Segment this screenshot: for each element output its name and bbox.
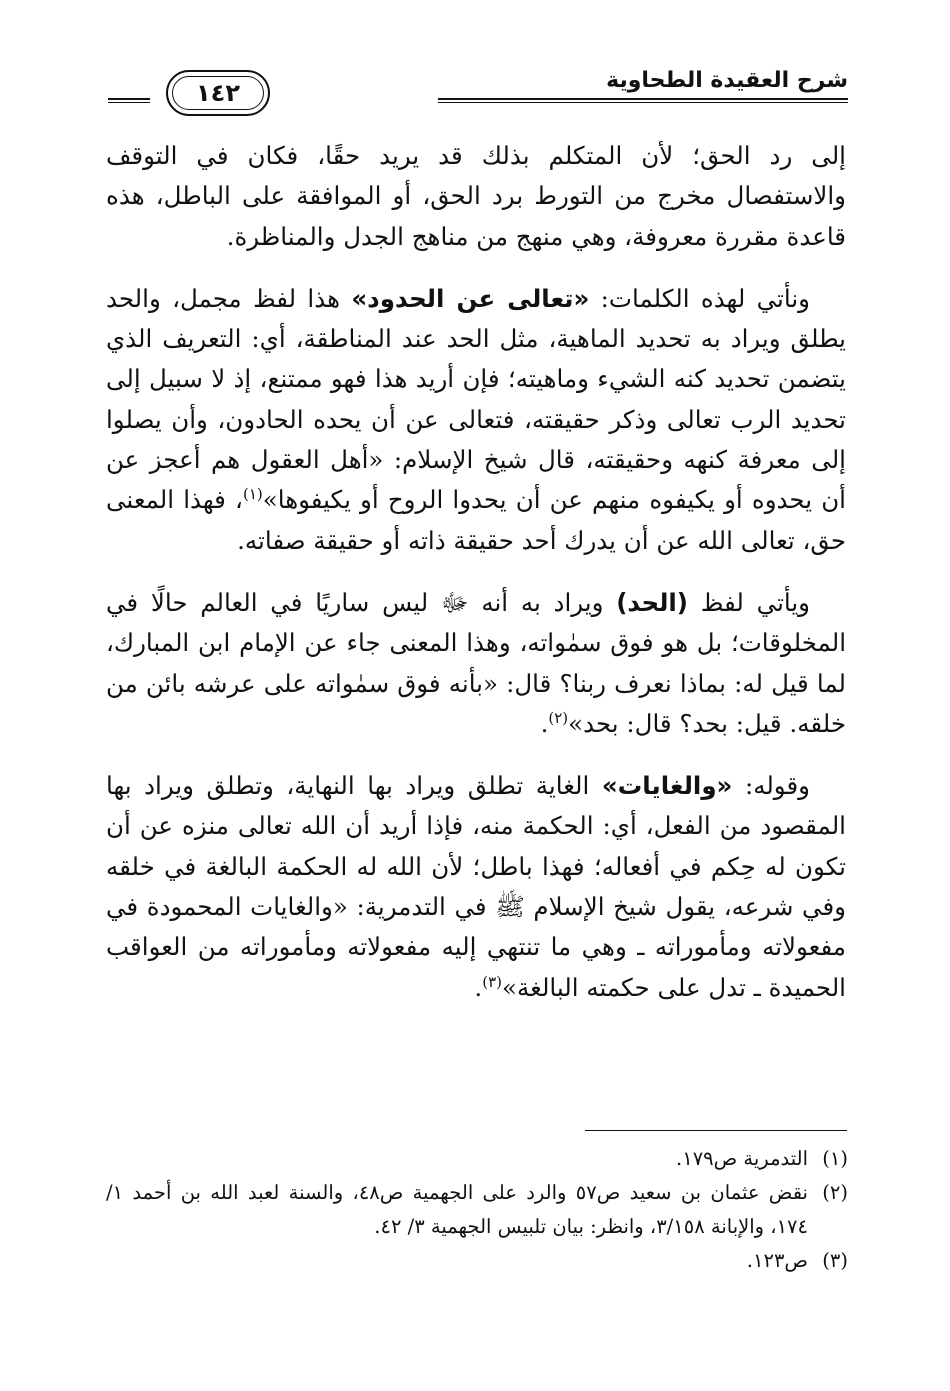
footnote-number: (٢) — [822, 1181, 848, 1204]
page-number: ١٤٢ — [196, 79, 240, 107]
paragraph-3-tail: . — [540, 708, 549, 738]
footnote-3 — [106, 1244, 848, 1278]
footnote-number: (١) — [822, 1147, 848, 1170]
paragraph-1-text: إلى رد الحق؛ لأن المتكلم بذلك قد يريد حقًا، فكان في التوقف والاستفصال مخرج من التورط برد الحق، أو الموافقة على الباطل، هذه قاعدة مقررة معروفة، وهي منهج من مناهج الجدل والمناظرة. — [106, 141, 846, 251]
footnote-separator — [585, 1130, 847, 1131]
paragraph-2 — [106, 279, 846, 561]
paragraph-3 — [106, 583, 846, 744]
paragraph-3-keyword: (الحد) — [616, 587, 689, 617]
paragraph-2-body: هذا لفظ مجمل، والحد يطلق ويراد به تحديد الماهية، مثل الحد عند المناطقة، أي: التعريف الذي يتضمن تحديد كنه الشيء وماهيته؛ فإن أريد هذا فهو ممتنع، إذ لا سبيل إلى تحديد الرب تعالى وذكر حقيقته، فتعالى عن أن يحده الحادون، وأن يصلوا إلى معرفة كنهه وحقيقته، قال شيخ الإسلام: «أهل العقول هم أعجز عن أن يحدوه أو يكيفوه منهم عن أن يحدوا الروح أو يكيفوها» — [106, 283, 846, 515]
footnote-text: التدمرية ص١٧٩. — [676, 1147, 808, 1170]
paragraph-3-body: ويراد به أنه ﷻ ليس ساريًا في العالم حالًا في المخلوقات؛ بل هو فوق سمٰواته، وهذا المعنى جاء عن الإمام ابن المبارك، لما قيل له: بماذا نعرف ربنا؟ قال: «بأنه فوق سمٰواته على عرشه بائن من خلقه. قيل: بحد؟ قال: بحد» — [106, 587, 846, 738]
paragraph-1 — [106, 136, 846, 257]
footnote-1 — [106, 1142, 848, 1176]
header-rule-right — [438, 98, 848, 100]
paragraph-2-tail: ، فهذا المعنى حق، تعالى الله عن أن يدرك أحد حقيقة ذاته أو حقيقة صفاته. — [106, 485, 846, 555]
footnote-2 — [106, 1176, 848, 1244]
footnote-text: نقض عثمان بن سعيد ص٥٧ والرد على الجهمية ص٤٨، والسنة لعبد الله بن أحمد ١/ ١٧٤، والإبانة ٣/١٥٨، وانظر: بيان تلبيس الجهمية ٣/ ٤٢. — [106, 1181, 808, 1238]
footnote-number: (٣) — [822, 1249, 848, 1272]
paragraph-4-keyword: «والغايات» — [601, 771, 733, 801]
header-rule-left — [108, 98, 150, 100]
paragraph-2-lead: ونأتي لهذه الكلمات: — [589, 283, 810, 313]
footnote-ref-2: (٢) — [548, 708, 569, 727]
running-title: شرح العقيدة الطحاوية — [606, 68, 848, 93]
paragraph-3-lead: ويأتي لفظ — [688, 587, 810, 617]
paragraph-4-tail: . — [474, 972, 483, 1002]
paragraph-2-keyword: «تعالى عن الحدود» — [351, 283, 590, 313]
header-rule-right-thin — [438, 102, 848, 103]
footnote-text: ص١٢٣. — [746, 1249, 808, 1272]
footnotes — [106, 1142, 848, 1278]
paragraph-4 — [106, 766, 846, 1008]
footnote-ref-1: (١) — [242, 485, 263, 504]
page-header — [108, 66, 848, 126]
main-text — [106, 136, 846, 1030]
paragraph-4-body: الغاية تطلق ويراد بها النهاية، وتطلق ويراد بها المقصود من الفعل، أي: الحكمة منه، فإذا أريد أن الله تعالى منزه عن أن تكون له حِكم في أفعاله؛ فهذا باطل؛ لأن الله له الحكمة البالغة في خلقه وفي شرعه، يقول شيخ الإسلام ﷺ في التدمرية: «والغايات المحمودة في مفعولاته ومأموراته ـ وهي ما تنتهي إليه مفعولاته ومأموراته من العواقب الحميدة ـ تدل على حكمته البالغة» — [106, 771, 846, 1002]
page-number-frame — [166, 70, 270, 116]
header-rule-left-thin — [108, 102, 150, 103]
footnote-ref-3: (٣) — [482, 972, 502, 991]
paragraph-4-lead: وقوله: — [732, 771, 810, 801]
